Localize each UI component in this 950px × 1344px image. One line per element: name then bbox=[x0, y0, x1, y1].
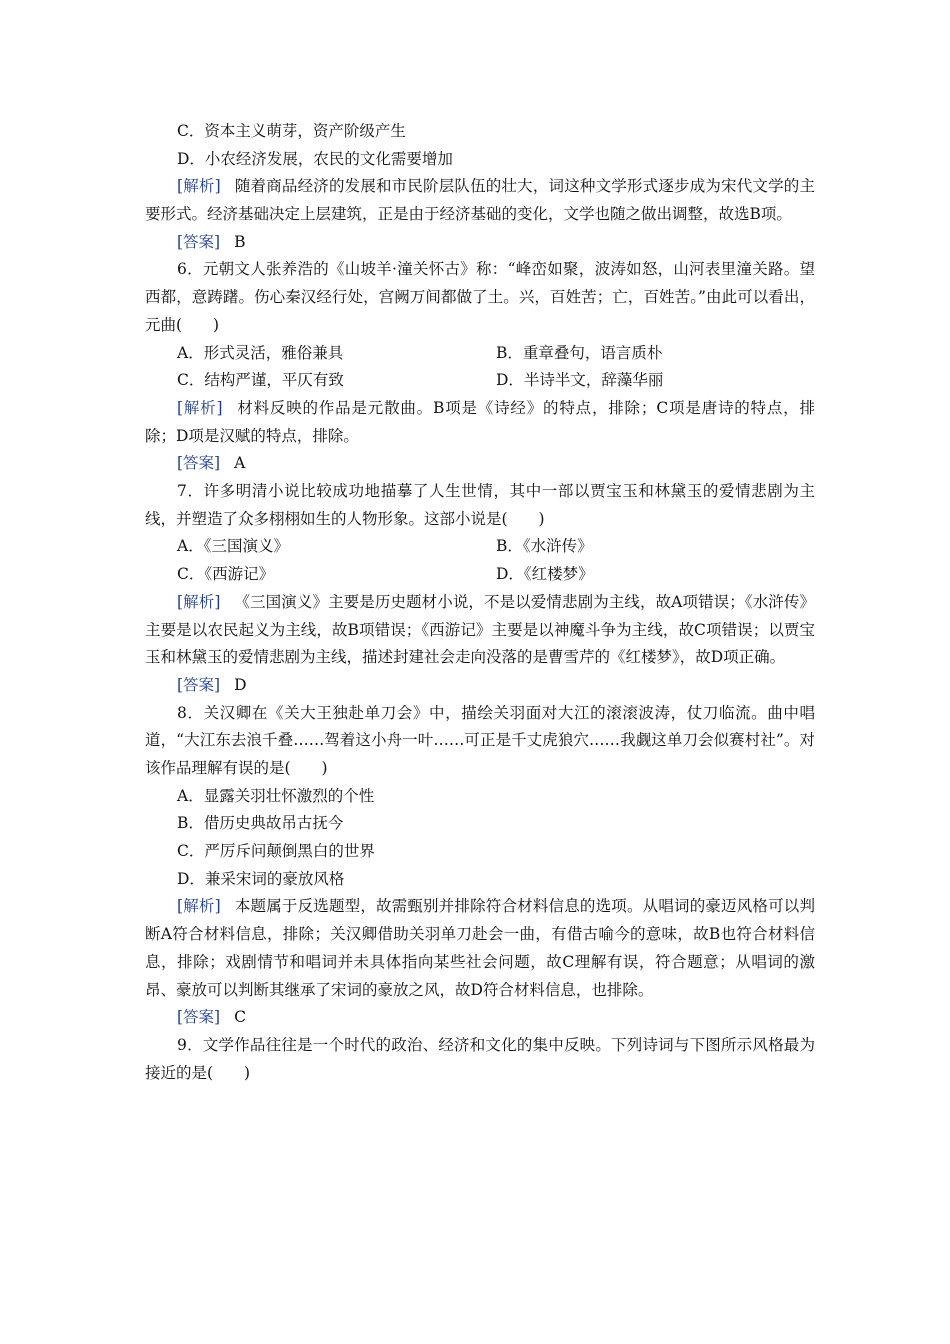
q8-option-a: A．显露关羽壮怀激烈的个性 bbox=[177, 786, 375, 805]
q6-stem: 6．元朝文人张养浩的《山坡羊·潼关怀古》称：“峰峦如聚，波涛如怒，山河表里潼关路。望西都，意踌躇。伤心秦汉经行处，宫阙万间都做了土。兴，百姓苦；亡，百姓苦。”由此可以看出，元曲( ) bbox=[145, 260, 815, 334]
q7-option-b: B．《水浒传》 bbox=[496, 537, 593, 556]
q9-stem: 9．文学作品往往是一个时代的政治、经济和文化的集中反映。下列诗词与下图所示风格最为接近的是( ) bbox=[145, 1035, 815, 1082]
q7-stem: 7．许多明清小说比较成功地描摹了人生世情，其中一部以贾宝玉和林黛玉的爱情悲剧为主线，并塑造了众多栩栩如生的人物形象。这部小说是( ) bbox=[145, 482, 815, 528]
answer-tag: [答案] bbox=[177, 675, 221, 694]
q5-analysis-text: 随着商品经济的发展和市民阶层队伍的壮大，词这种文学形式逐步成为宋代文学的主要形式。经济基础决定上层建筑，正是由于经济基础的变化，文学也随之做出调整，故选B项。 bbox=[145, 177, 815, 224]
q6-option-a: A．形式灵活，雅俗兼具 bbox=[177, 343, 344, 362]
analysis-tag: [解析] bbox=[177, 897, 221, 916]
q7-analysis bbox=[145, 589, 815, 672]
q6-option-b: B．重章叠句，语言质朴 bbox=[496, 343, 663, 362]
q6-option-c: C．结构严谨，平仄有致 bbox=[177, 371, 344, 390]
analysis-tag: [解析] bbox=[177, 177, 221, 196]
answer-tag: [答案] bbox=[177, 1008, 221, 1027]
q8-option-b: B．借历史典故吊古抚今 bbox=[177, 814, 344, 833]
q7-answer-value: D bbox=[234, 675, 247, 694]
q5-option-d: D．小农经济发展，农民的文化需要增加 bbox=[177, 149, 453, 168]
q8-analysis-text: 本题属于反选题型，故需甄别并排除符合材料信息的选项。从唱词的豪迈风格可以判断A符合材料信息，排除；关汉卿借助关羽单刀赴会一曲，有借古喻今的意味，故B也符合材料信息，排除；戏剧情节和唱词并未具体指向某些社会问题，故C理解有误，符合题意；从唱词的激昂、豪放可以判断其继承了宋词的豪放之风，故D符合材料信息，也排除。 bbox=[145, 897, 815, 999]
q7-analysis-text: 《三国演义》主要是历史题材小说，不是以爱情悲剧为主线，故A项错误；《水浒传》主要是以农民起义为主线，故B项错误；《西游记》主要是以神魔斗争为主线，故C项错误；以贾宝玉和林黛玉的爱情悲剧为主线，描述封建社会走向没落的是曹雪芹的《红楼梦》，故D项正确。 bbox=[145, 592, 815, 667]
q6-answer bbox=[145, 450, 815, 478]
q6-analysis-text: 材料反映的作品是元散曲。B项是《诗经》的特点，排除；C项是唐诗的特点，排除；D项是汉赋的特点，排除。 bbox=[145, 398, 815, 445]
q7-option-d: D．《红楼梦》 bbox=[496, 565, 594, 584]
q5-option-c: C．资本主义萌芽，资产阶级产生 bbox=[177, 122, 406, 140]
q7-option-c: C．《西游记》 bbox=[177, 565, 275, 584]
q6-option-d: D．半诗半文，辞藻华丽 bbox=[496, 371, 664, 390]
q8-stem: 8．关汉卿在《关大王独赴单刀会》中，描绘关羽面对大江的滚滚波涛，仗刀临流。曲中唱道，“大江东去浪千叠……驾着这小舟一叶……可正是千丈虎狼穴……我觑这单刀会似赛村社”。对该作品理解有误的是( ) bbox=[145, 703, 815, 778]
q6-analysis bbox=[145, 395, 815, 450]
q8-answer bbox=[145, 1004, 815, 1032]
q8-option-c: C．严厉斥问颠倒黑白的世界 bbox=[177, 842, 375, 861]
q7-answer bbox=[145, 672, 815, 700]
analysis-tag: [解析] bbox=[177, 398, 223, 417]
q7-options-row-2 bbox=[145, 561, 815, 589]
analysis-tag: [解析] bbox=[177, 592, 221, 611]
q5-answer-value: B bbox=[234, 232, 246, 251]
q6-answer-value: A bbox=[234, 454, 246, 473]
q8-analysis bbox=[145, 893, 815, 1004]
answer-tag: [答案] bbox=[177, 454, 221, 473]
q7-options-row-1 bbox=[145, 533, 815, 561]
q8-answer-value: C bbox=[234, 1008, 246, 1027]
q7-option-a: A．《三国演义》 bbox=[177, 537, 289, 556]
q6-options-row-1 bbox=[145, 340, 815, 368]
q6-options-row-2 bbox=[145, 367, 815, 395]
q8-option-d: D．兼采宋词的豪放风格 bbox=[177, 869, 345, 888]
document-page bbox=[145, 118, 815, 1087]
q5-analysis bbox=[145, 173, 815, 228]
answer-tag: [答案] bbox=[177, 232, 221, 251]
q5-answer bbox=[145, 229, 815, 257]
